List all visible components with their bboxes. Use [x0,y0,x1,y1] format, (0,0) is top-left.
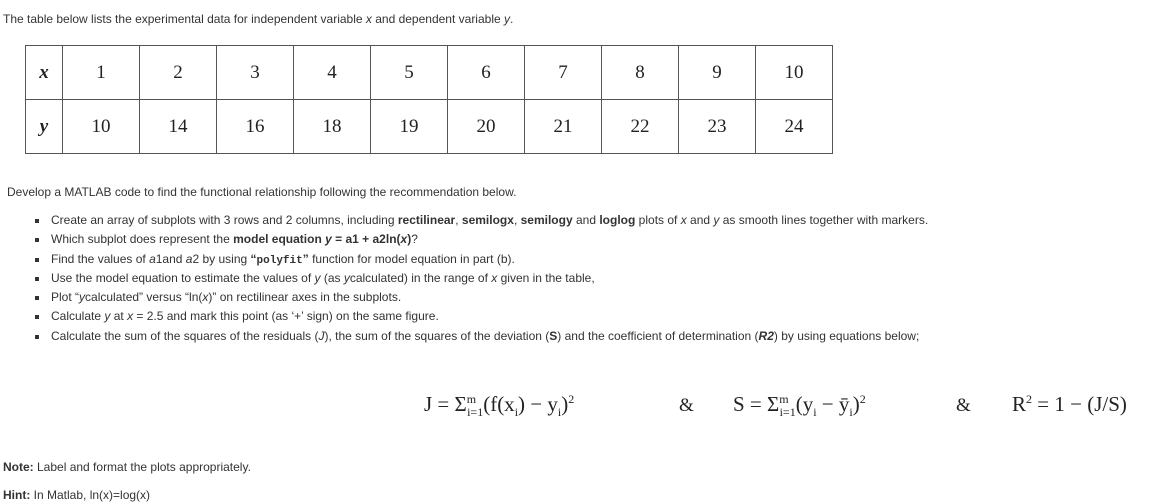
y-cell: 24 [756,100,833,154]
x-cell: 7 [525,46,602,100]
list-item: Calculate y at x = 2.5 and mark this point (as ‘+’ sign) on the same figure. [32,310,928,329]
list-item: Which subplot does represent the model equation y = a1 + a2ln(x)? [32,233,928,252]
x-cell: 9 [679,46,756,100]
list-item: Calculate the sum of the squares of the residuals (J), the sum of the squares of the deviation (S) and the coefficient of determination (R2) by using equations below; [32,330,928,349]
equation-s: $S = \Sigma^m_{i=1}(y_i$ − $ȳ_i)^2$ [733,392,866,420]
x-cell: 1 [63,46,140,100]
x-cell: 2 [140,46,217,100]
list-item: Create an array of subplots with 3 rows and 2 columns, including rectilinear, semilogx, semilogy and loglog plots of x and y as smooth lines together with markers. [32,214,928,233]
x-cell: 8 [602,46,679,100]
data-table [25,45,833,154]
list-item: Find the values of a1and a2 by using “polyfit” function for model equation in part (b). [32,253,928,272]
y-header: y [26,100,63,154]
x-header: x [26,46,63,100]
list-item: Use the model equation to estimate the values of y (as ycalculated) in the range of x given in the table, [32,272,928,291]
x-cell: 5 [371,46,448,100]
x-cell: 3 [217,46,294,100]
intro-text: The table below lists the experimental data for independent variable x and dependent variable y. [3,12,514,26]
y-cell: 21 [525,100,602,154]
y-cell: 18 [294,100,371,154]
develop-instruction: Develop a MATLAB code to find the functional relationship following the recommendation below. [7,185,517,199]
y-cell: 16 [217,100,294,154]
hint-text: Hint: In Matlab, ln(x)=log(x) [3,488,151,502]
table-row-y [26,100,833,154]
y-cell: 14 [140,100,217,154]
list-item: Plot “ycalculated” versus “ln(x)” on rectilinear axes in the subplots. [32,291,928,310]
task-list [32,214,928,349]
ampersand-separator: & [679,395,694,416]
y-cell: 22 [602,100,679,154]
ampersand-separator: & [956,395,971,416]
equation-j: $J = \Sigma^m_{i=1}(f(x_i) - y_i)^2$ [424,392,575,420]
x-cell: 6 [448,46,525,100]
table-row-x [26,46,833,100]
note-text: Note: Label and format the plots appropriately. [3,460,251,474]
x-cell: 4 [294,46,371,100]
y-cell: 10 [63,100,140,154]
equation-r2: $R^2 = 1 - (J/S)$ [1012,392,1127,416]
x-cell: 10 [756,46,833,100]
y-cell: 19 [371,100,448,154]
y-cell: 20 [448,100,525,154]
y-cell: 23 [679,100,756,154]
